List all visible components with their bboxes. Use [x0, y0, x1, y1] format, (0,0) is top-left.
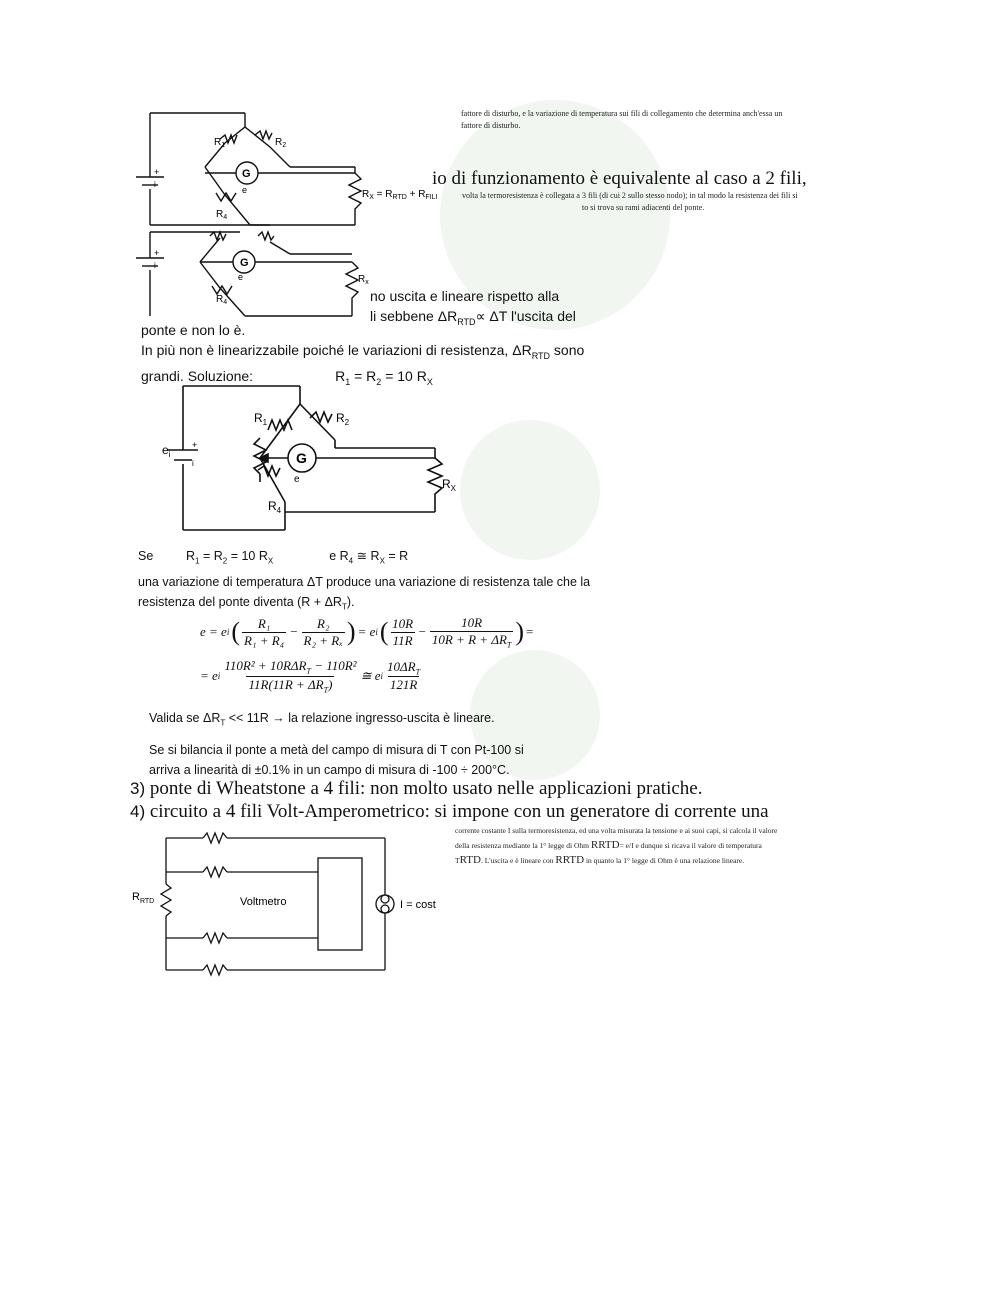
- d2-rx-label: $R_x$: [358, 274, 369, 286]
- d1-r4-label: $R_4$: [216, 209, 228, 221]
- equation-line1: e = e i ( R₁ R₁ + R₄ − $\frac{\text{R₂}}{\text{R₂ + Rₓ}}$ ) = e i ( 10R 11R − 10R $10R + R + \Delta R_T$ ) =: [200, 614, 534, 650]
- item-4-number: 4): [130, 802, 146, 821]
- d3-minus: i: [192, 459, 194, 468]
- four-wire-note-line1: corrente costante I sulla termoresistenza, ed una volta misurata la tensione e ai suoi capi, si calcola il valore: [455, 826, 778, 835]
- d1-r1-label: $R_1$: [214, 137, 226, 149]
- ponte-text: [141, 320, 584, 392]
- ponte-line1: ponte e non lo è.: [141, 322, 246, 338]
- d2-galvanometer-label: G: [240, 257, 249, 269]
- d3-r2-label: $R_2$: [336, 411, 350, 427]
- top-note-line2: fattore di disturbo.: [461, 121, 521, 130]
- partial-line1: no uscita e lineare rispetto alla: [370, 288, 560, 304]
- d1-galvanometer-label: G: [242, 168, 251, 180]
- d3-plus: +: [192, 440, 198, 450]
- d1-r2-label: $R_2$: [275, 137, 287, 149]
- item-3-number: 3): [130, 779, 146, 798]
- four-wire-diagram: [128, 828, 448, 983]
- bridge-diagram-two-wire: [130, 105, 470, 230]
- d1-rx-equation: $R_X = R_{RTD} + R_{FILI}$: [362, 189, 438, 201]
- d4-voltmetro-label: Voltmetro: [240, 896, 287, 908]
- se-line1: Se $R_1 = R_2 = 10$ $R_X$ e $R_4$ ≅ $R_X = R$: [138, 549, 409, 566]
- four-wire-note-line2: della resistenza mediante la 1° legge di Ohm RRTD= e/I e dunque si ricava il valore di temperatura: [455, 839, 762, 851]
- ponte-line2: In più non è linearizzabile poiché le variazioni di resistenza, $\Delta R_{RTD}$ sono: [141, 342, 585, 361]
- top-note-line1: fattore di disturbo, e la variazione di temperatura sui fili di collegamento che determina anch'essa un: [461, 109, 783, 118]
- item-3-text: ponte di Wheatstone a 4 fili: non molto usato nelle applicazioni pratiche.: [145, 778, 703, 799]
- d1-minus: i: [154, 180, 156, 189]
- three-wire-heading: io di funzionamento è equivalente al caso a 2 fili,: [432, 168, 807, 189]
- three-wire-note-line1: volta la termoresistenza è collegata a 3 fili (di cui 2 sullo stesso nodo); in tal modo la resistenza dei fili si: [462, 191, 798, 200]
- se-line3: resistenza del ponte diventa $(R + \Delta R_T)$.: [138, 594, 355, 611]
- valid-line2: Se si bilancia il ponte a metà del campo di misura di T con Pt-100 si: [149, 742, 524, 757]
- partial-line2: li sebbene $\Delta R_{RTD}\propto \Delta T$ l'uscita del: [370, 308, 576, 327]
- valid-line1: Valida se $\Delta R_T << 11R$ → la relazione ingresso-uscita è lineare.: [149, 711, 495, 728]
- valid-line3: arriva a linearità di ±0.1% in un campo di misura di -100 ÷ 200°C.: [149, 762, 510, 777]
- d2-r4-label: $R_4$: [216, 294, 228, 306]
- bridge-diagram-three-wire: [130, 228, 380, 320]
- d1-e-label: e: [242, 185, 248, 195]
- d3-r1-label: $R_1$: [254, 411, 268, 427]
- four-wire-note: [455, 824, 885, 868]
- valid-block: [149, 708, 524, 780]
- d1-plus: +: [154, 167, 160, 177]
- bridge-diagram-potentiometer: [150, 382, 470, 537]
- item-4-text: circuito a 4 fili Volt-Amperometrico: si impone con un generatore di corrente una: [145, 801, 769, 822]
- se-block: [138, 546, 590, 617]
- equation-line2: = e i $110R^2 + 10R\Delta R_T - 110R^2$ $11R(11R + \Delta R_T)$ ≅ e i $10\Delta R_T$ 121R: [200, 657, 421, 695]
- item-3: [130, 778, 702, 800]
- d3-r4-label: $R_4$: [268, 499, 282, 515]
- d2-minus: i: [154, 261, 156, 270]
- four-wire-note-line3: TRTD. L'uscita e è lineare con RRTD in quanto la 1° legge di Ohm è una relazione lineare.: [455, 854, 745, 866]
- watermark-circle: [460, 420, 600, 560]
- three-wire-note-line2: to si trova su rami adiacenti del ponte.: [582, 203, 705, 212]
- d2-plus: +: [154, 248, 160, 258]
- d3-rx-label: $R_X$: [442, 477, 457, 493]
- d4-rrtd-label: $R_{RTD}$: [132, 891, 155, 905]
- d3-ei-label: $e_i$: [162, 443, 171, 459]
- bridge-equation: [200, 612, 534, 702]
- top-note: [461, 108, 881, 132]
- d2-e-label: e: [238, 272, 244, 282]
- d4-icost-label: I = cost: [400, 899, 436, 911]
- se-line2: una variazione di temperatura ΔT produce una variazione di resistenza tale che la: [138, 574, 591, 589]
- three-wire-note: [462, 190, 882, 214]
- d3-galvanometer-label: G: [296, 450, 307, 466]
- item-4: [130, 801, 769, 823]
- d3-e-label: e: [294, 474, 300, 485]
- ponte-line3: grandi. Soluzione: $R_1 = R_2 = 10$ $R_X$: [141, 367, 433, 387]
